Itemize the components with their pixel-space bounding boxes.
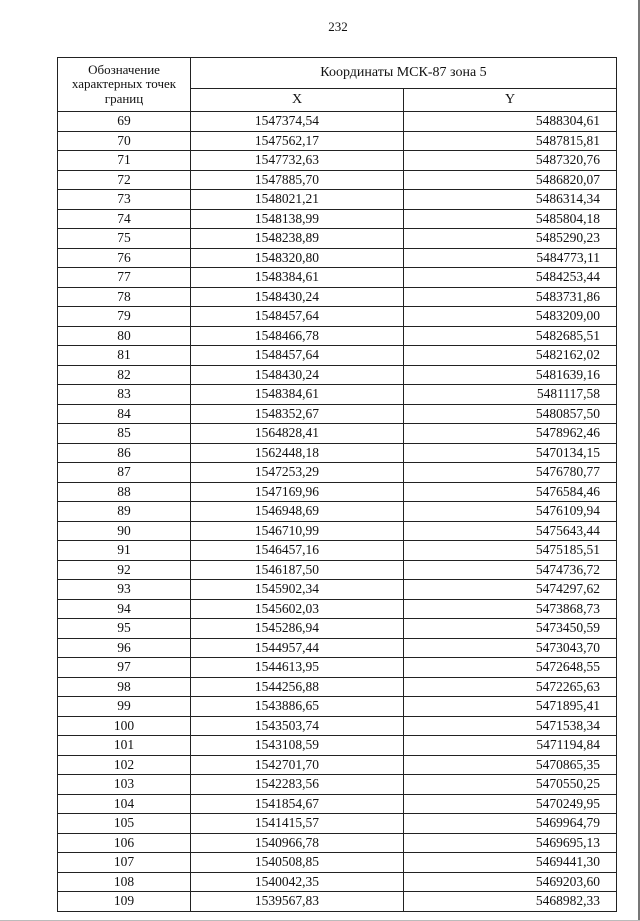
y-coordinate-cell: 5488304,61	[404, 112, 617, 132]
point-number-cell: 97	[58, 658, 191, 678]
x-coordinate-cell: 1548384,61	[191, 385, 404, 405]
table-row	[58, 580, 617, 600]
y-coordinate-cell: 5469964,79	[404, 814, 617, 834]
table-row	[58, 463, 617, 483]
x-coordinate-cell: 1548021,21	[191, 190, 404, 210]
y-coordinate-cell: 5486820,07	[404, 170, 617, 190]
header-row-top	[58, 58, 617, 89]
point-number-cell: 69	[58, 112, 191, 132]
y-coordinate-cell: 5487320,76	[404, 151, 617, 171]
table-row	[58, 131, 617, 151]
table-row	[58, 658, 617, 678]
x-coordinate-cell: 1564828,41	[191, 424, 404, 444]
y-coordinate-cell: 5472648,55	[404, 658, 617, 678]
table-row	[58, 755, 617, 775]
point-number-cell: 77	[58, 268, 191, 288]
point-number-cell: 108	[58, 872, 191, 892]
x-coordinate-cell: 1542283,56	[191, 775, 404, 795]
table-row	[58, 619, 617, 639]
x-coordinate-cell: 1548352,67	[191, 404, 404, 424]
x-coordinate-cell: 1548138,99	[191, 209, 404, 229]
y-column-header: Y	[404, 89, 617, 112]
y-coordinate-cell: 5476109,94	[404, 502, 617, 522]
point-number-cell: 71	[58, 151, 191, 171]
x-coordinate-cell: 1545902,34	[191, 580, 404, 600]
x-coordinate-cell: 1548430,24	[191, 365, 404, 385]
table-row	[58, 814, 617, 834]
table-row	[58, 307, 617, 327]
x-coordinate-cell: 1547253,29	[191, 463, 404, 483]
table-row	[58, 346, 617, 366]
x-coordinate-cell: 1543886,65	[191, 697, 404, 717]
table-row	[58, 209, 617, 229]
x-coordinate-cell: 1546710,99	[191, 521, 404, 541]
table-row	[58, 599, 617, 619]
y-coordinate-cell: 5484253,44	[404, 268, 617, 288]
table-row	[58, 872, 617, 892]
point-number-cell: 102	[58, 755, 191, 775]
point-number-cell: 70	[58, 131, 191, 151]
table-row	[58, 638, 617, 658]
point-number-cell: 85	[58, 424, 191, 444]
coordinates-table	[57, 57, 617, 912]
y-coordinate-cell: 5474736,72	[404, 560, 617, 580]
table-row	[58, 560, 617, 580]
point-number-cell: 90	[58, 521, 191, 541]
point-number-cell: 76	[58, 248, 191, 268]
x-coordinate-cell: 1548457,64	[191, 307, 404, 327]
point-number-cell: 79	[58, 307, 191, 327]
point-number-cell: 99	[58, 697, 191, 717]
point-column-header: Обозначение характерных точек границ	[58, 58, 191, 112]
point-number-cell: 93	[58, 580, 191, 600]
table-row	[58, 521, 617, 541]
table-row	[58, 853, 617, 873]
y-coordinate-cell: 5487815,81	[404, 131, 617, 151]
x-coordinate-cell: 1541415,57	[191, 814, 404, 834]
x-coordinate-cell: 1542701,70	[191, 755, 404, 775]
y-coordinate-cell: 5482162,02	[404, 346, 617, 366]
table-row	[58, 424, 617, 444]
point-number-cell: 106	[58, 833, 191, 853]
x-coordinate-cell: 1548430,24	[191, 287, 404, 307]
x-coordinate-cell: 1548384,61	[191, 268, 404, 288]
y-coordinate-cell: 5468982,33	[404, 892, 617, 912]
point-number-cell: 87	[58, 463, 191, 483]
point-number-cell: 82	[58, 365, 191, 385]
table-row	[58, 190, 617, 210]
y-coordinate-cell: 5471194,84	[404, 736, 617, 756]
x-coordinate-cell: 1546948,69	[191, 502, 404, 522]
x-coordinate-cell: 1547732,63	[191, 151, 404, 171]
y-coordinate-cell: 5474297,62	[404, 580, 617, 600]
x-coordinate-cell: 1543108,59	[191, 736, 404, 756]
point-number-cell: 105	[58, 814, 191, 834]
point-number-cell: 100	[58, 716, 191, 736]
point-number-cell: 95	[58, 619, 191, 639]
y-coordinate-cell: 5476780,77	[404, 463, 617, 483]
point-number-cell: 101	[58, 736, 191, 756]
y-coordinate-cell: 5482685,51	[404, 326, 617, 346]
point-number-cell: 72	[58, 170, 191, 190]
y-coordinate-cell: 5483209,00	[404, 307, 617, 327]
point-number-cell: 83	[58, 385, 191, 405]
table-row	[58, 326, 617, 346]
y-coordinate-cell: 5470865,35	[404, 755, 617, 775]
point-number-cell: 73	[58, 190, 191, 210]
table-header	[58, 58, 617, 112]
x-coordinate-cell: 1539567,83	[191, 892, 404, 912]
x-coordinate-cell: 1548320,80	[191, 248, 404, 268]
y-coordinate-cell: 5484773,11	[404, 248, 617, 268]
x-column-header: X	[191, 89, 404, 112]
point-number-cell: 78	[58, 287, 191, 307]
point-number-cell: 80	[58, 326, 191, 346]
x-coordinate-cell: 1544256,88	[191, 677, 404, 697]
x-coordinate-cell: 1548238,89	[191, 229, 404, 249]
table-row	[58, 385, 617, 405]
y-coordinate-cell: 5473450,59	[404, 619, 617, 639]
y-coordinate-cell: 5478962,46	[404, 424, 617, 444]
x-coordinate-cell: 1562448,18	[191, 443, 404, 463]
point-number-cell: 92	[58, 560, 191, 580]
y-coordinate-cell: 5469695,13	[404, 833, 617, 853]
x-coordinate-cell: 1540966,78	[191, 833, 404, 853]
x-coordinate-cell: 1547562,17	[191, 131, 404, 151]
y-coordinate-cell: 5475185,51	[404, 541, 617, 561]
y-coordinate-cell: 5470249,95	[404, 794, 617, 814]
y-coordinate-cell: 5485804,18	[404, 209, 617, 229]
x-coordinate-cell: 1548466,78	[191, 326, 404, 346]
table-row	[58, 170, 617, 190]
table-row	[58, 151, 617, 171]
table-row	[58, 775, 617, 795]
y-coordinate-cell: 5483731,86	[404, 287, 617, 307]
table-row	[58, 268, 617, 288]
x-coordinate-cell: 1545286,94	[191, 619, 404, 639]
y-coordinate-cell: 5475643,44	[404, 521, 617, 541]
y-coordinate-cell: 5486314,34	[404, 190, 617, 210]
table-row	[58, 112, 617, 132]
point-number-cell: 107	[58, 853, 191, 873]
y-coordinate-cell: 5476584,46	[404, 482, 617, 502]
x-coordinate-cell: 1546457,16	[191, 541, 404, 561]
point-number-cell: 89	[58, 502, 191, 522]
x-coordinate-cell: 1546187,50	[191, 560, 404, 580]
x-coordinate-cell: 1547169,96	[191, 482, 404, 502]
y-coordinate-cell: 5472265,63	[404, 677, 617, 697]
table-body	[58, 112, 617, 912]
table-row	[58, 229, 617, 249]
point-number-cell: 86	[58, 443, 191, 463]
x-coordinate-cell: 1544957,44	[191, 638, 404, 658]
y-coordinate-cell: 5471538,34	[404, 716, 617, 736]
table-row	[58, 443, 617, 463]
table-row	[58, 248, 617, 268]
y-coordinate-cell: 5470550,25	[404, 775, 617, 795]
coordinate-system-header: Координаты МСК-87 зона 5	[191, 58, 617, 89]
point-number-cell: 74	[58, 209, 191, 229]
x-coordinate-cell: 1547374,54	[191, 112, 404, 132]
point-number-cell: 75	[58, 229, 191, 249]
y-coordinate-cell: 5473868,73	[404, 599, 617, 619]
point-number-cell: 91	[58, 541, 191, 561]
point-number-cell: 98	[58, 677, 191, 697]
table-row	[58, 736, 617, 756]
x-coordinate-cell: 1544613,95	[191, 658, 404, 678]
point-number-cell: 94	[58, 599, 191, 619]
table-row	[58, 502, 617, 522]
table-row	[58, 677, 617, 697]
x-coordinate-cell: 1540508,85	[191, 853, 404, 873]
x-coordinate-cell: 1545602,03	[191, 599, 404, 619]
page-number: 232	[328, 19, 348, 34]
x-coordinate-cell: 1540042,35	[191, 872, 404, 892]
y-coordinate-cell: 5471895,41	[404, 697, 617, 717]
table-row	[58, 892, 617, 912]
table-row	[58, 482, 617, 502]
x-coordinate-cell: 1543503,74	[191, 716, 404, 736]
y-coordinate-cell: 5469203,60	[404, 872, 617, 892]
point-number-cell: 81	[58, 346, 191, 366]
x-coordinate-cell: 1547885,70	[191, 170, 404, 190]
table-row	[58, 287, 617, 307]
y-coordinate-cell: 5485290,23	[404, 229, 617, 249]
point-number-cell: 109	[58, 892, 191, 912]
table-row	[58, 833, 617, 853]
x-coordinate-cell: 1548457,64	[191, 346, 404, 366]
y-coordinate-cell: 5481117,58	[404, 385, 617, 405]
table-row	[58, 697, 617, 717]
point-number-cell: 88	[58, 482, 191, 502]
table-row	[58, 404, 617, 424]
y-coordinate-cell: 5481639,16	[404, 365, 617, 385]
y-coordinate-cell: 5473043,70	[404, 638, 617, 658]
table-row	[58, 541, 617, 561]
table-row	[58, 794, 617, 814]
table-row	[58, 716, 617, 736]
table-row	[58, 365, 617, 385]
y-coordinate-cell: 5470134,15	[404, 443, 617, 463]
point-number-cell: 103	[58, 775, 191, 795]
point-number-cell: 84	[58, 404, 191, 424]
point-number-cell: 104	[58, 794, 191, 814]
x-coordinate-cell: 1541854,67	[191, 794, 404, 814]
y-coordinate-cell: 5469441,30	[404, 853, 617, 873]
y-coordinate-cell: 5480857,50	[404, 404, 617, 424]
point-number-cell: 96	[58, 638, 191, 658]
